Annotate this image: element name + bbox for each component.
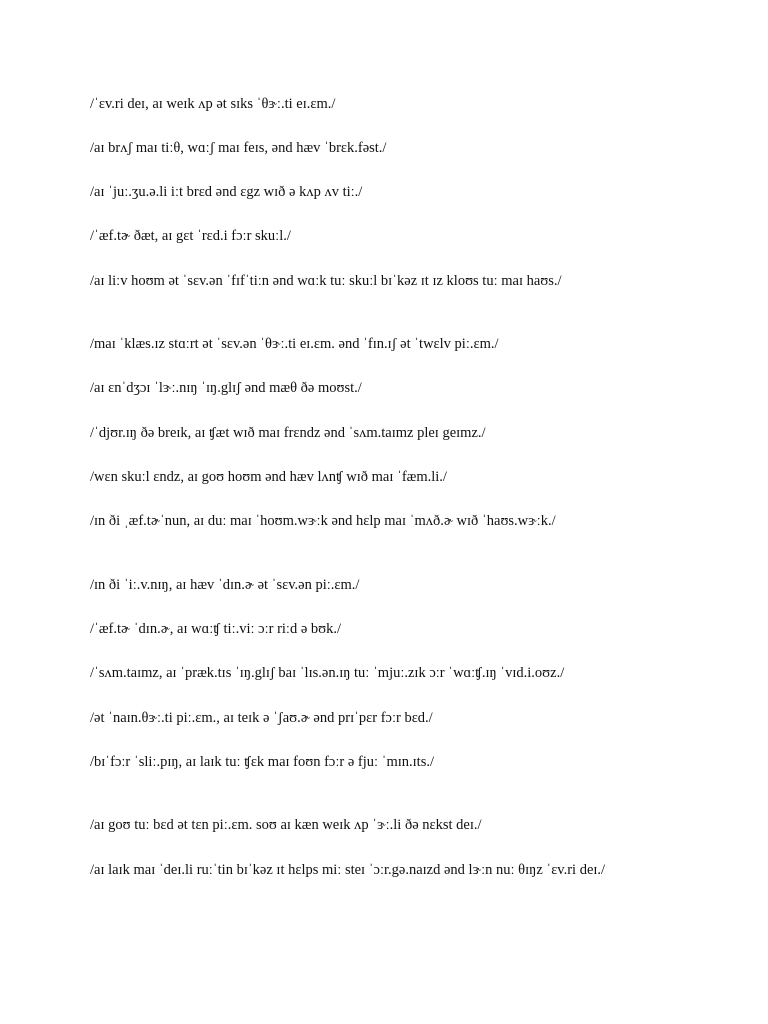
text-line: /ət ˈnaɪn.θɝː.ti piː.ɛm., aɪ teɪk ə ˈʃaʊ.ɚ ənd prɪˈpɛr fɔːr bɛd./ [90,710,433,726]
text-line: /aɪ laɪk maɪ ˈdeɪ.li ruːˈtin bɪˈkəz ɪt hɛlps miː steɪ ˈɔːr.gə.naɪzd ənd lɝːn nuː θɪŋz ˈɛv.ri deɪ./ [90,862,606,878]
text-line: /aɪ brʌʃ maɪ tiːθ, wɑːʃ maɪ feɪs, ənd hæv ˈbrɛk.fəst./ [90,140,387,156]
text-line: /ˈæf.tɚ ðæt, aɪ gɛt ˈrɛd.i fɔːr skuːl./ [90,228,291,244]
text-line: /bɪˈfɔːr ˈsliː.pɪŋ, aɪ laɪk tuː ʧɛk maɪ foʊn fɔːr ə fjuː ˈmɪn.ɪts./ [90,754,434,770]
text-line: /ˈdjʊr.ɪŋ ðə breɪk, aɪ ʧæt wɪð maɪ frɛndz ənd ˈsʌm.taɪmz pleɪ geɪmz./ [90,425,486,441]
text-line: /ˈɛv.ri deɪ, aɪ weɪk ʌp ət sɪks ˈθɝː.ti eɪ.ɛm./ [90,96,336,112]
text-line: /ˈæf.tɚ ˈdɪn.ɚ, aɪ wɑːʧ tiː.viː ɔːr riːd ə bʊk./ [90,621,342,637]
text-line: /aɪ goʊ tuː bɛd ət tɛn piː.ɛm. soʊ aɪ kæn weɪk ʌp ˈɝː.li ðə nɛkst deɪ./ [90,817,482,833]
text-line: /ɪn ði ˌæf.tɚˈnun, aɪ duː maɪ ˈhoʊm.wɝːk ənd hɛlp maɪ ˈmʌð.ɚ wɪð ˈhaʊs.wɝːk./ [90,513,556,529]
text-line: /ˈsʌm.taɪmz, aɪ ˈpræk.tɪs ˈɪŋ.glɪʃ baɪ ˈlɪs.ən.ɪŋ tuː ˈmjuː.zɪk ɔːr ˈwɑːʧ.ɪŋ ˈvɪd.i.oʊz./ [90,665,565,681]
text-line: /wɛn skuːl ɛndz, aɪ goʊ hoʊm ənd hæv lʌnʧ wɪð maɪ ˈfæm.li./ [90,469,447,485]
text-line: /aɪ ˈjuː.ʒu.ə.li iːt brɛd ənd ɛgz wɪð ə kʌp ʌv tiː./ [90,184,363,200]
text-line: /aɪ liːv hoʊm ət ˈsɛv.ən ˈfɪfˈtiːn ənd wɑːk tuː skuːl bɪˈkəz ɪt ɪz kloʊs tuː maɪ haʊs./ [90,273,562,289]
text-line: /maɪ ˈklæs.ɪz stɑːrt ət ˈsɛv.ən ˈθɝː.ti eɪ.ɛm. ənd ˈfɪn.ɪʃ ət ˈtwɛlv piː.ɛm./ [90,336,499,352]
text-line: /ɪn ði ˈiː.v.nɪŋ, aɪ hæv ˈdɪn.ɚ ət ˈsɛv.ən piː.ɛm./ [90,577,360,593]
text-line: /aɪ ɛnˈdʒɔɪ ˈlɝː.nɪŋ ˈɪŋ.glɪʃ ənd mæθ ðə moʊst./ [90,380,362,396]
